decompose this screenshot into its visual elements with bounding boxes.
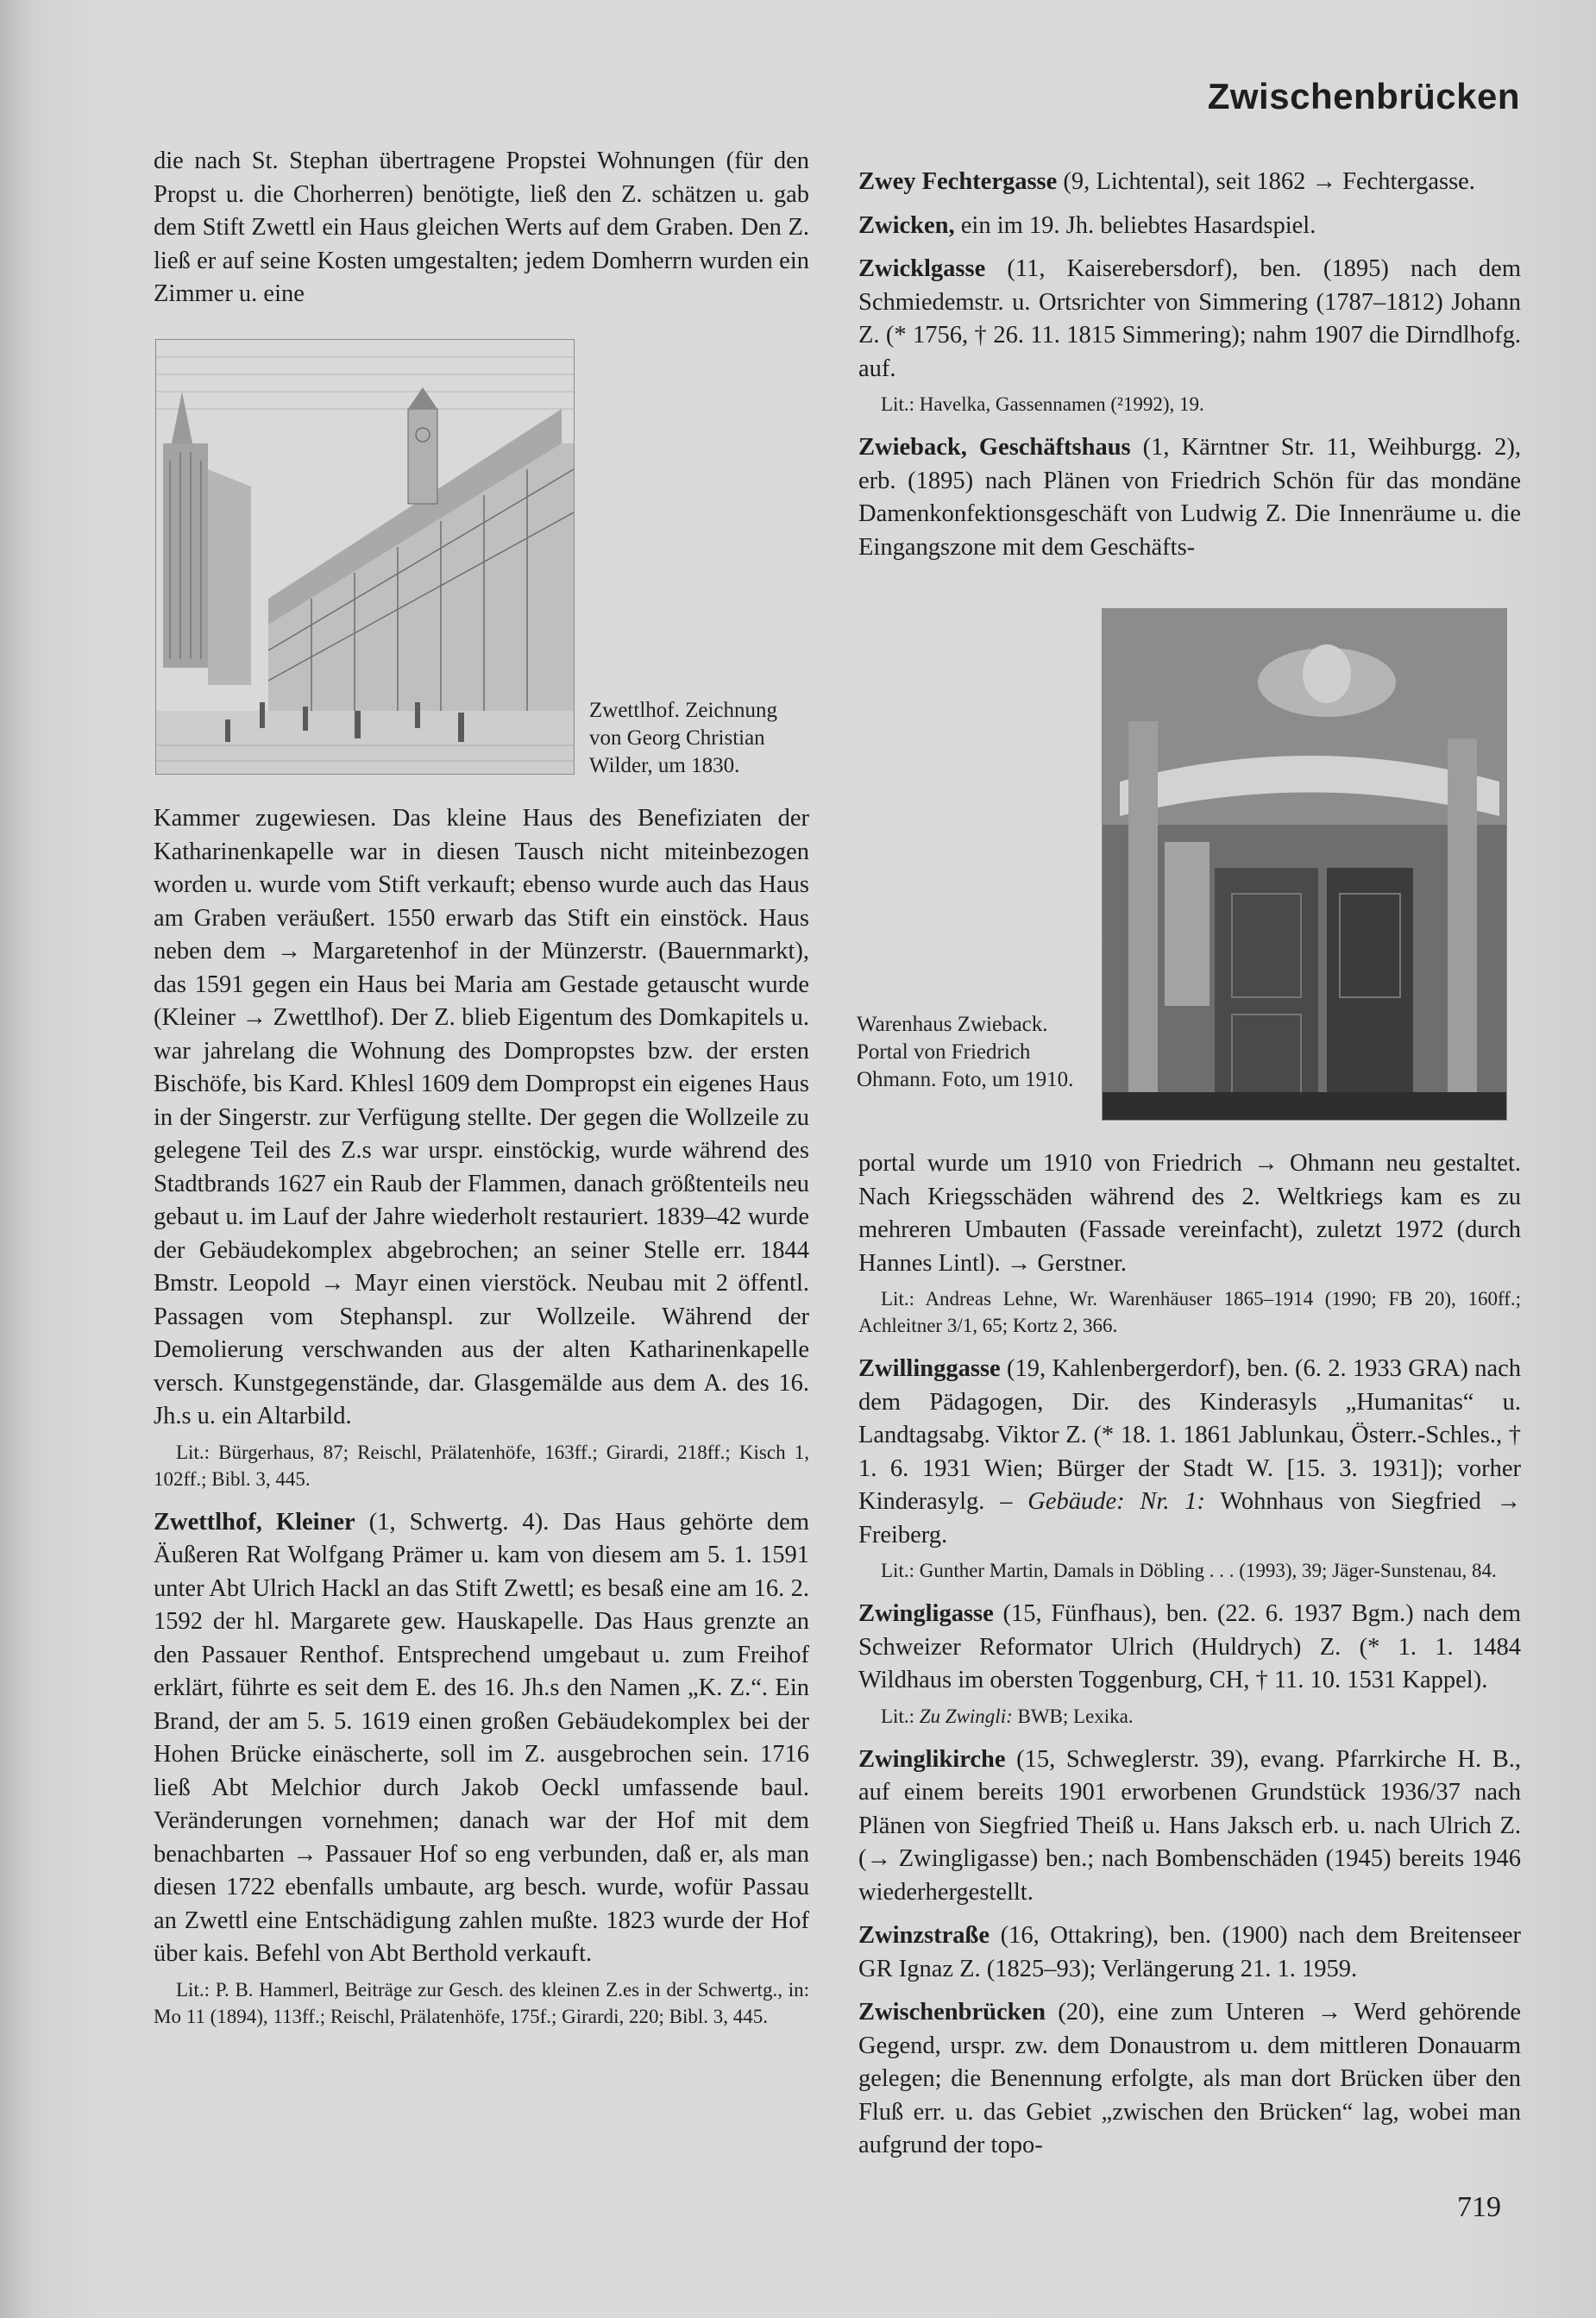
entry-zwicken [858,210,1521,243]
entry-keyword: Zwicken, [858,211,955,239]
left-column-body [154,802,809,2044]
literature-note [858,1703,1521,1730]
page-number: 719 [1457,2191,1501,2223]
entry-keyword: Zwinzstraße [858,1922,990,1949]
entry-text: (11, Kaiserebersdorf), ben. (1895) nach dem Schmiedemstr. u. Ortsrichter von Simmering (1787–1812) Johann Z. (* 1756, † 26. 11. 1815 Simmering); nahm 1907 die Dirndlhofg. auf. [858,255,1521,382]
literature-note: Lit.: Bürgerhaus, 87; Reischl, Prälatenhöfe, 163ff.; Girardi, 218ff.; Kisch 1, 102ff.; Bibl. 3, 445. [154,1441,809,1490]
entry-text: (9, Lichtental), seit 1862 → Fechtergasse. [1057,168,1475,195]
entry-text: (19, Kahlenbergerdorf), ben. (6. 2. 1933 GRA) nach dem Pädagogen, Dir. des Kinderasyls „Humanitas“ u. Landtagsabg. Viktor Z. (* 18. 1. 1861 Jablunkau, Österr.-Schles., † 1. 6. 1931 Wien; Bürger der Stadt W. [15. 3. 1931]); vorher Kinderasylg. – [858,1355,1521,1515]
entry-keyword: Zwettlhof, Kleiner [154,1508,355,1536]
left-column-top [154,145,809,311]
entry-keyword: Zwinglikirche [858,1745,1006,1773]
entry-zwischenbruecken [858,1996,1521,2163]
entry-zwinglikirche [858,1743,1521,1910]
right-column-top [858,155,1521,564]
entry-text: (15, Fünfhaus), ben. (22. 6. 1937 Bgm.) nach dem Schweizer Reformator Ulrich (Huldrych) Z. (* 1. 1. 1484 Wildhaus im obersten Toggenburg, CH, † 11. 10. 1531 Kappel). [858,1600,1521,1693]
entry-zwicklgasse [858,253,1521,386]
right-column-body [858,1147,1521,2163]
literature-note: Lit.: Havelka, Gassennamen (²1992), 19. [881,393,1204,415]
lit-suffix: BWB; Lexika. [1012,1705,1134,1727]
zwieback-photo [1102,608,1507,1121]
entry-text: (16, Ottakring), ben. (1900) nach dem Breitenseer GR Ignaz Z. (1825–93); Verlängerung 21. 1. 1959. [858,1922,1521,1982]
entry-zwettlhof-kleiner [154,1506,809,1971]
lit-prefix: Lit.: [881,1705,920,1727]
lit-emphasis: Zu Zwingli: [919,1705,1013,1727]
paragraph: Kammer zugewiesen. Das kleine Haus des Benefiziaten der Katharinenkapelle war in diesen Tausch nicht miteinbezogen worden u. wurde vom Stift verkauft; ebenso wurde auch das Haus am Graben veräußert. 1550 erwarb das Stift ein einstöck. Haus neben dem → Margaretenhof in der Münzerstr. (Bauernmarkt), das 1591 gegen ein Haus bei Maria am Gestade getauscht wurde (Kleiner → Zwettlhof). Der Z. blieb Eigentum des Domkapitels u. war jahrelang die Wohnung des Dompropstes bzw. der ersten Bischöfe, bis Kard. Khlesl 1609 dem Dompropst ein eigenes Haus in der Singerstr. zur Verfügung stellte. Der gegen die Wollzeile zu gelegene Teil des Z.s war urspr. einstöckig, wurde während des Stadtbrands 1627 ein Raub der Flammen, danach größtenteils neu gebaut u. im Lauf der Jahre wiederholt restauriert. 1839–42 wurde der Gebäudekomplex abgebrochen; an seiner Stelle err. 1844 Bmstr. Leopold → Mayr einen vierstöck. Neubau mit 2 öffentl. Passagen vom Stephanspl. zur Wollzeile. Während der Demolierung verschwanden aus der alten Katharinenkapelle versch. Kunstgegenstände, dar. Glasgemälde aus dem A. des 16. Jh.s u. ein Altarbild. [154,805,809,1429]
entry-text-tail: Wohnhaus von Siegfried → Freiberg. [858,1488,1521,1548]
entry-keyword: Zwieback, Geschäftshaus [858,434,1131,461]
zwettlhof-sketch-image [156,340,574,774]
entry-text: (1, Kärntner Str. 11, Weihburgg. 2), erb. (1895) nach Plänen von Friedrich Schön für das mondäne Damenkonfektionsgeschäft von Ludwig Z. Die Innenräume u. die Eingangszone mit dem Geschäfts- [858,434,1521,561]
literature-note: Lit.: P. B. Hammerl, Beiträge zur Gesch. des kleinen Z.es in der Schwertg., in: Mo 11 (1894), 113ff.; Reischl, Prälatenhöfe, 175f.; Girardi, 220; Bibl. 3, 445. [154,1978,809,2027]
entry-zwieback [858,431,1521,564]
zwieback-portal-image [1103,609,1506,1120]
entry-keyword: Zwingligasse [858,1600,994,1627]
entry-zwey-fechtergasse [858,166,1521,199]
entry-keyword: Zwey Fechtergasse [858,168,1058,195]
entry-keyword: Zwicklgasse [858,255,986,282]
entry-text: ein im 19. Jh. beliebtes Hasardspiel. [954,211,1316,239]
zwieback-caption: Warenhaus Zwieback. Portal von Friedrich Ohmann. Foto, um 1910. [857,1013,1074,1091]
entry-text: (15, Schweglerstr. 39), evang. Pfarrkirche H. B., auf einem bereits 1901 erworbenen Grundstück 1936/37 nach Plänen von Siegfried Theiß u. Hans Jaksch erb. u. nach Ulrich Z. (→ Zwingligasse) ben.; nach Bombenschäden (1945) bereits 1946 wiederhergestellt. [858,1745,1521,1906]
entry-text: (20), eine zum Unteren → Werd gehörende Gegend, urspr. zw. dem Donaustrom u. dem mittleren Donauarm gelegen; die Benennung erfolgte, als man dort Brücken über den Fluß err. u. das Gebiet „zwischen den Brücken“ lag, wobei man aufgrund der topo- [858,1999,1521,2158]
literature-note: Lit.: Andreas Lehne, Wr. Warenhäuser 1865–1914 (1990; FB 20), 160ff.; Achleitner 3/1, 65; Kortz 2, 366. [858,1288,1521,1336]
paragraph: die nach St. Stephan übertragene Propstei Wohnungen (für den Propst u. die Chorherren) benötigte, ließ den Z. schätzen u. gab dem Stift Zwettl ein Haus gleichen Werts auf dem Graben. Den Z. ließ er auf seine Kosten umgestalten; jedem Domherrn wurden ein Zimmer u. eine [154,148,809,307]
entry-text-continued: portal wurde um 1910 von Friedrich → Ohmann neu gestaltet. Nach Kriegsschäden während des 2. Weltkriegs kam es zu mehreren Umbauten (Fassade vereinfacht), zuletzt 1972 (durch Hannes Lintl). → Gerstner. [858,1150,1521,1277]
entry-text: (1, Schwertg. 4). Das Haus gehörte dem Äußeren Rat Wolfgang Prämer u. kam von diesem am 5. 1. 1591 unter Abt Ulrich Hackl an das Stift Zwettl; es besaß eine am 16. 2. 1592 der hl. Margarete gew. Hauskapelle. Das Haus grenzte an den Passauer Renthof. Entsprechend umgebaut u. zum Freihof erklärt, führte es seit dem E. des 16. Jh.s den Namen „K. Z.“. Ein Brand, der am 5. 5. 1619 einen großen Gebäudekomplex bei der Hohen Brücke einäscherte, soll im Z. ausgebrochen sein. 1716 ließ Abt Melchior durch Jakob Oeckl umfassende baul. Veränderungen vornehmen; danach war der Hof mit dem benachbarten → Passauer Hof so eng verbunden, daß er, als man diesen 1722 ebenfalls umbaute, arg besch. wurde, wofür Passau an Zwettl eine Entschädigung zahlen mußte. 1823 wurde der Hof über kais. Befehl von Abt Berthold verkauft. [154,1508,809,1967]
zwettlhof-drawing [155,339,575,775]
entry-emphasis: Gebäude: Nr. 1: [1027,1488,1206,1515]
entry-zwillinggasse [858,1353,1521,1552]
literature-note: Lit.: Gunther Martin, Damals in Döbling . . . (1993), 39; Jäger-Sunstenau, 84. [881,1560,1497,1581]
entry-keyword: Zwischenbrücken [858,1999,1046,2026]
entry-keyword: Zwillinggasse [858,1355,1001,1382]
running-head: Zwischenbrücken [1207,76,1520,116]
entry-zwingligasse [858,1598,1521,1698]
entry-zwinzstrasse [858,1919,1521,1986]
zwettlhof-caption: Zwettlhof. Zeichnung von Georg Christian Wilder, um 1830. [589,699,777,777]
